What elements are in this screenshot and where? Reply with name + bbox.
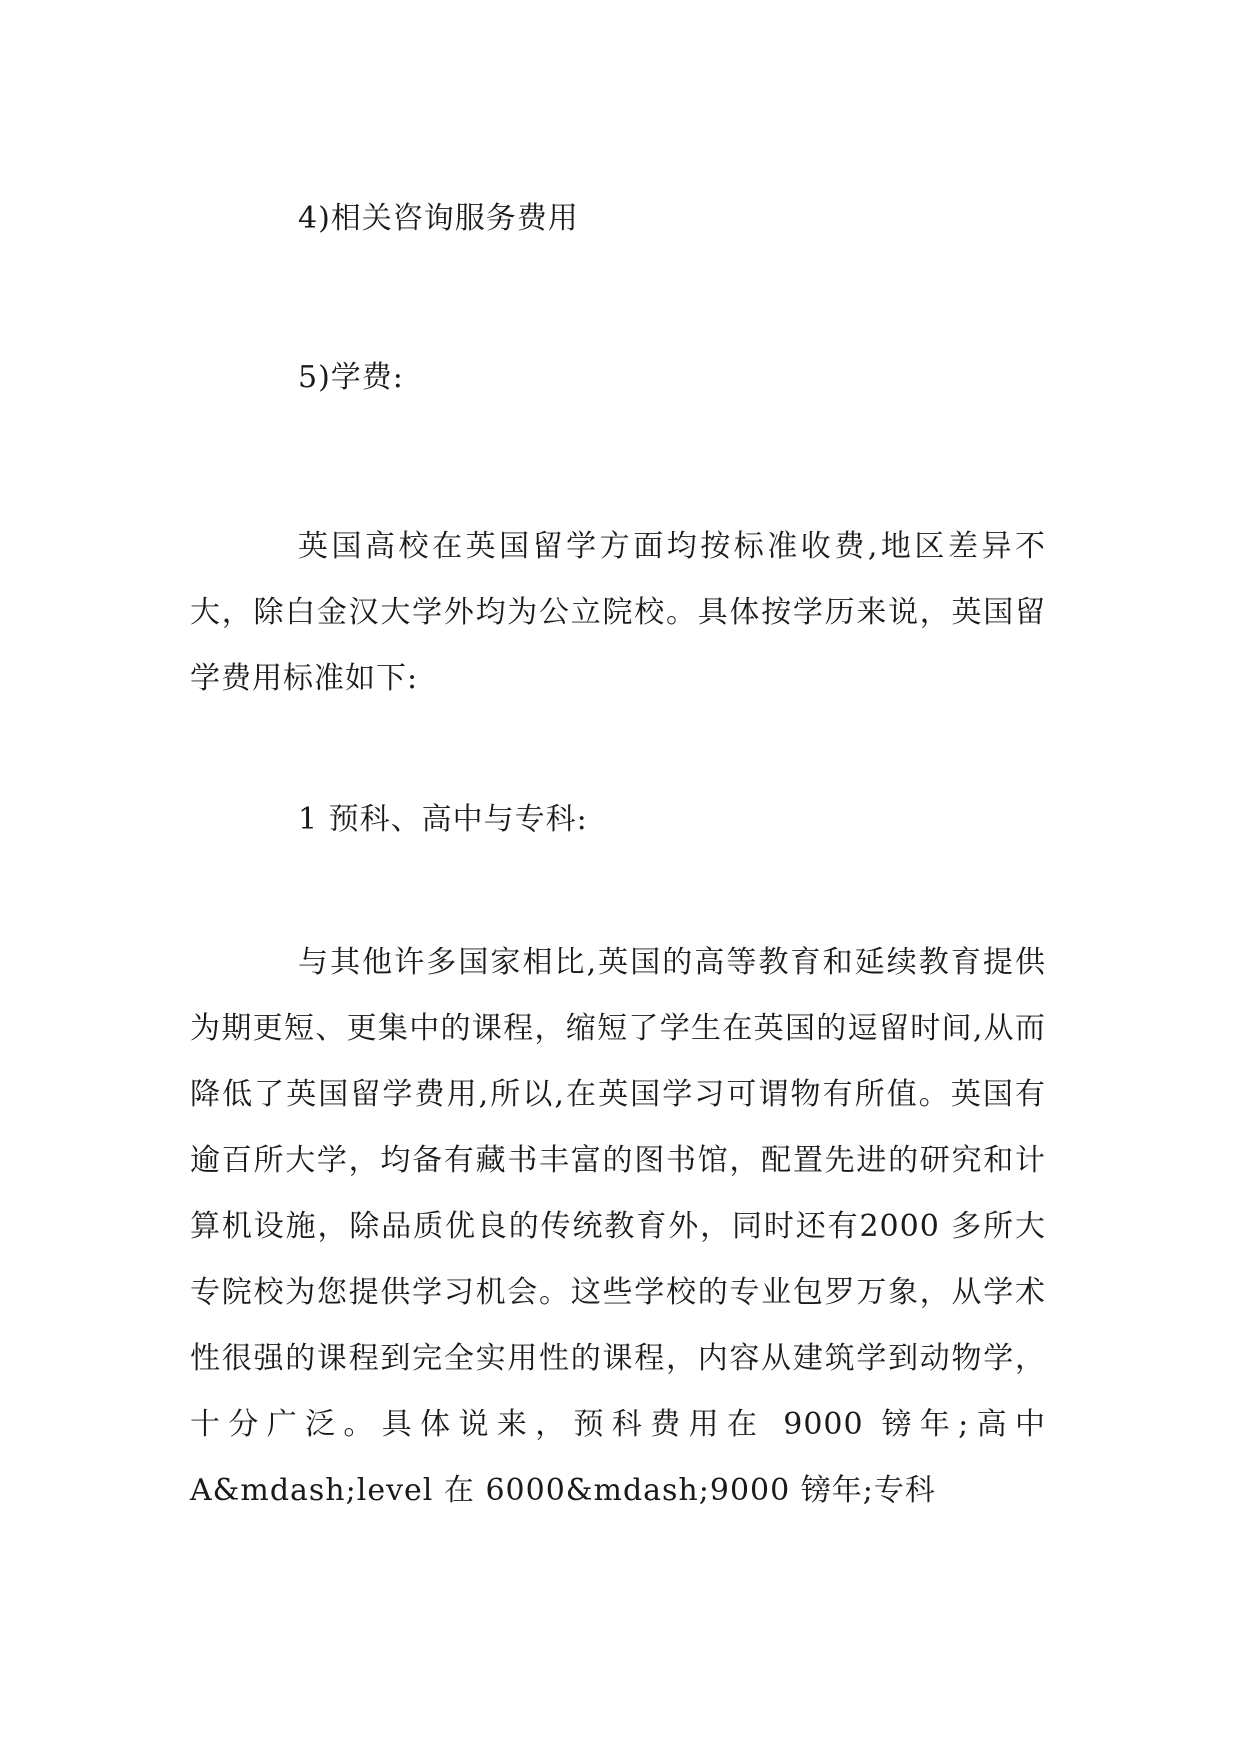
paragraph-uk-education-costs [190,930,1046,1524]
section-heading-tuition: 5)学费: [298,360,404,395]
paragraph-fee-standards [190,514,1046,712]
section-heading-foundation-highschool-college: 1 预科、高中与专科: [298,802,588,837]
paragraph-fee-standards-text: 英国高校在英国留学方面均按标准收费,地区差异不大，除白金汉大学外均为公立院校。具体按学历来说，英国留学费用标准如下: [190,529,1046,696]
paragraph-uk-education-costs-text: 与其他许多国家相比,英国的高等教育和延续教育提供为期更短、更集中的课程，缩短了学生在英国的逗留时间,从而降低了英国留学费用,所以,在英国学习可谓物有所值。英国有逾百所大学，均备有藏书丰富的图书馆，配置先进的研究和计算机设施，除品质优良的传统教育外，同时还有2000 多所大专院校为您提供学习机会。这些学校的专业包罗万象，从学术性很强的课程到完全实用性的课程，内容从建筑学到动物学，十分广泛。具体说来，预科费用在 9000 镑年;高中 A&mdash;level 在 6000&mdash;9000 镑年;专科 [190,945,1046,1508]
section-heading-consulting-fees: 4)相关咨询服务费用 [298,201,579,236]
